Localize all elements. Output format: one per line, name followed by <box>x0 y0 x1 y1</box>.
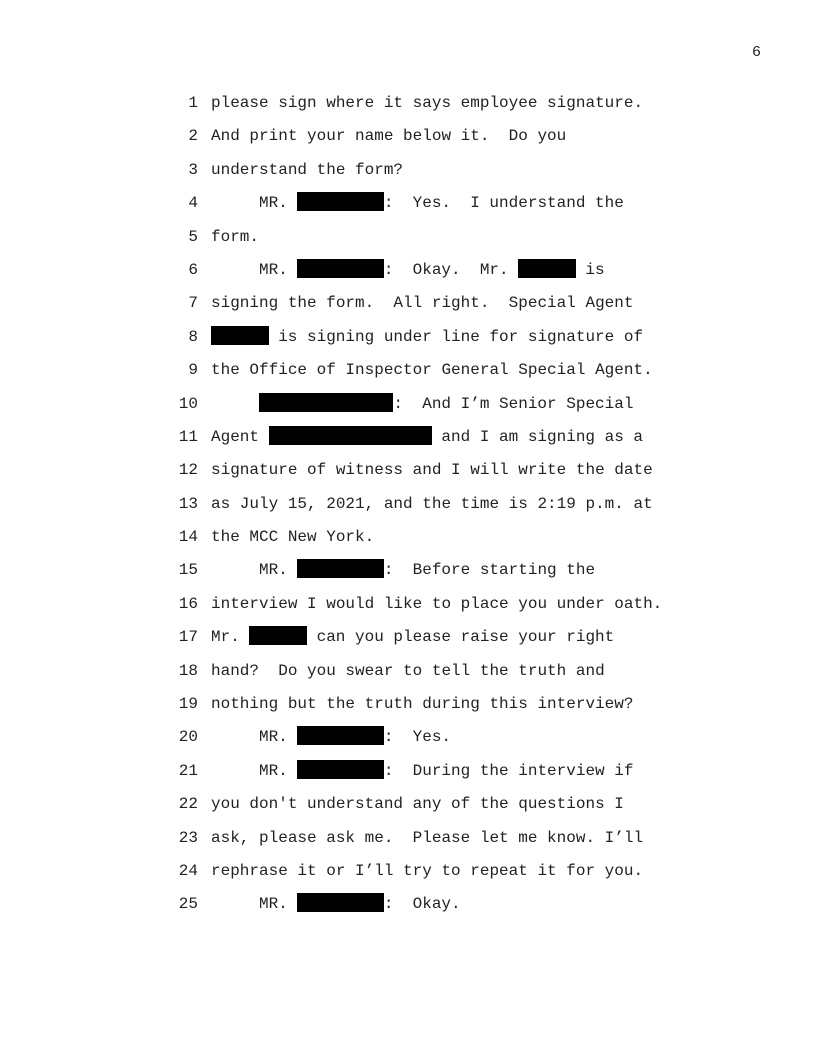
redaction-box <box>297 893 383 912</box>
line-number: 6 <box>188 260 198 279</box>
line-text-segment: : Before starting the <box>383 561 596 580</box>
line-number: 9 <box>188 361 198 380</box>
transcript-body <box>0 87 816 922</box>
line-text-segment: And print your name below it. Do you <box>211 127 567 146</box>
line-text-segment: : Okay. <box>383 895 461 914</box>
line-text-segment: can you please raise your right <box>307 628 615 647</box>
line-text-segment: the MCC New York. <box>211 528 375 547</box>
line-text <box>211 421 643 454</box>
line-number: 15 <box>178 561 198 580</box>
line-text-segment: MR. <box>211 895 298 914</box>
redaction-box <box>269 426 432 445</box>
line-number: 4 <box>188 194 198 213</box>
transcript-line <box>0 721 816 754</box>
redaction-box <box>249 626 307 645</box>
line-text <box>211 621 614 654</box>
line-number: 20 <box>178 728 198 747</box>
line-text <box>211 454 653 487</box>
line-number: 7 <box>188 294 198 313</box>
line-text-segment: Mr. <box>211 628 250 647</box>
line-text-segment: signing the form. All right. Special Agent <box>211 294 634 313</box>
line-text <box>211 822 643 855</box>
line-text-segment: : And I’m Senior Special <box>393 394 634 413</box>
transcript-line <box>0 120 816 153</box>
redaction-box <box>211 326 269 345</box>
line-text <box>211 87 643 120</box>
transcript-line <box>0 187 816 220</box>
line-text-segment: is <box>575 260 605 279</box>
line-text-segment: as July 15, 2021, and the time is 2:19 p.m. at <box>211 494 653 513</box>
transcript-line <box>0 788 816 821</box>
transcript-line <box>0 321 816 354</box>
transcript-line <box>0 454 816 487</box>
transcript-line <box>0 655 816 688</box>
line-text-segment: understand the form? <box>211 160 404 179</box>
line-text-segment: : Yes. <box>383 728 452 747</box>
line-text-segment: is signing under line for signature of <box>268 327 644 346</box>
line-number: 23 <box>178 828 198 847</box>
line-text-segment: MR. <box>211 194 298 213</box>
line-number: 2 <box>188 127 198 146</box>
transcript-line <box>0 554 816 587</box>
line-text-segment: : During the interview if <box>383 761 634 780</box>
line-text <box>211 187 624 220</box>
line-number: 25 <box>178 895 198 914</box>
redaction-box <box>518 259 576 278</box>
transcript-line <box>0 287 816 320</box>
line-text <box>211 154 403 187</box>
transcript-line <box>0 888 816 921</box>
line-number: 13 <box>178 494 198 513</box>
transcript-line <box>0 87 816 120</box>
line-text-segment: you don't understand any of the questions I <box>211 795 624 814</box>
redaction-box <box>297 559 383 578</box>
line-text <box>211 554 595 587</box>
line-number: 22 <box>178 795 198 814</box>
line-text-segment: : Yes. I understand the <box>383 194 624 213</box>
transcript-line <box>0 521 816 554</box>
line-text <box>211 721 451 754</box>
line-text <box>211 521 374 554</box>
line-text-segment: MR. <box>211 561 298 580</box>
line-text <box>211 287 633 320</box>
transcript-line <box>0 822 816 855</box>
transcript-line <box>0 354 816 387</box>
line-text-segment: the Office of Inspector General Special Agent. <box>211 361 653 380</box>
line-text-segment <box>211 395 259 413</box>
line-number: 3 <box>188 160 198 179</box>
line-text <box>211 321 643 354</box>
line-number: 18 <box>178 661 198 680</box>
line-text-segment: Agent <box>211 427 269 446</box>
line-text-segment: hand? Do you swear to tell the truth and <box>211 661 605 680</box>
line-number: 1 <box>188 94 198 112</box>
transcript-line <box>0 154 816 187</box>
line-text-segment: ask, please ask me. Please let me know. I’ll <box>211 828 644 847</box>
line-text <box>211 354 653 387</box>
transcript-line <box>0 421 816 454</box>
redaction-box <box>297 726 383 745</box>
line-number: 5 <box>188 227 198 246</box>
line-text-segment: signature of witness and I will write the date <box>211 461 653 480</box>
line-number: 21 <box>178 761 198 780</box>
transcript-line <box>0 388 816 421</box>
line-text-segment: MR. <box>211 728 298 747</box>
transcript-line <box>0 621 816 654</box>
line-text-segment: and I am signing as a <box>431 427 644 446</box>
line-number: 14 <box>178 528 198 547</box>
line-number: 17 <box>178 628 198 647</box>
line-text <box>211 120 566 153</box>
line-text-segment: form. <box>211 227 260 246</box>
transcript-line <box>0 755 816 788</box>
line-number: 24 <box>178 861 198 880</box>
line-number: 8 <box>188 327 198 346</box>
transcript-line <box>0 855 816 888</box>
transcript-line <box>0 221 816 254</box>
line-text <box>211 488 653 521</box>
line-text-segment: MR. <box>211 260 298 279</box>
redaction-box <box>297 760 383 779</box>
line-text <box>211 688 633 721</box>
line-text-segment: please sign where it says employee signature. <box>211 94 644 112</box>
line-text <box>211 755 633 788</box>
line-text-segment: interview I would like to place you under oath. <box>211 594 663 613</box>
redaction-box <box>297 259 383 278</box>
redaction-box <box>259 393 393 412</box>
transcript-line <box>0 488 816 521</box>
line-text-segment: MR. <box>211 761 298 780</box>
line-number: 11 <box>178 427 198 446</box>
line-text <box>211 388 633 421</box>
transcript-line <box>0 688 816 721</box>
line-number: 10 <box>178 394 198 413</box>
page-number: 6 <box>751 44 761 61</box>
line-text <box>211 588 662 621</box>
transcript-line <box>0 588 816 621</box>
line-text-segment: rephrase it or I’ll try to repeat it for you. <box>211 861 644 880</box>
line-number: 16 <box>178 594 198 613</box>
line-text-segment: : Okay. Mr. <box>383 260 519 279</box>
line-text-segment: nothing but the truth during this interview? <box>211 695 634 714</box>
redaction-box <box>297 192 383 211</box>
line-text <box>211 254 605 287</box>
line-text <box>211 888 461 921</box>
line-text <box>211 221 259 254</box>
transcript-line <box>0 254 816 287</box>
line-text <box>211 655 605 688</box>
line-text <box>211 788 624 821</box>
line-text <box>211 855 643 888</box>
line-number: 12 <box>178 461 198 480</box>
line-number: 19 <box>178 695 198 714</box>
